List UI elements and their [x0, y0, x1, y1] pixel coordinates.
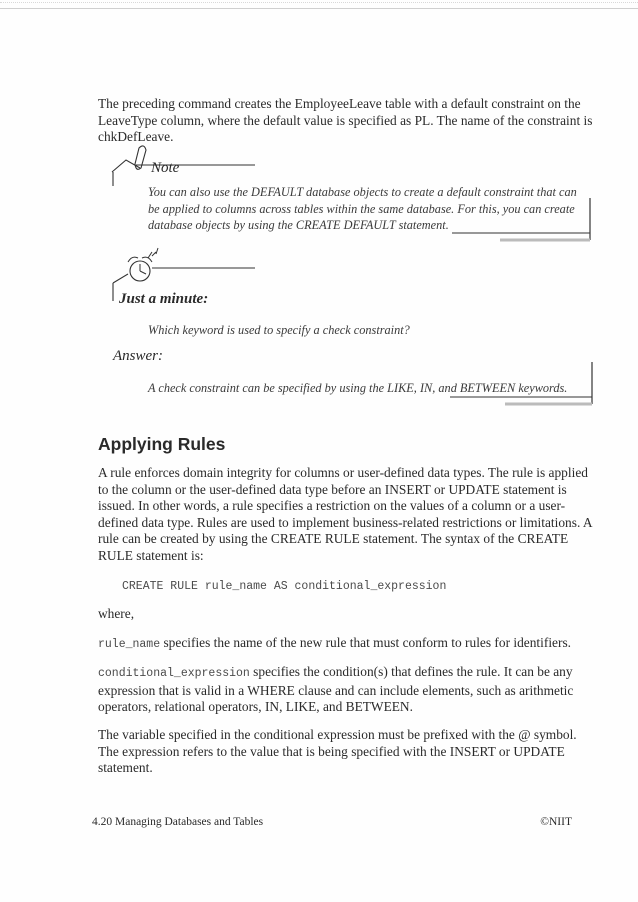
note-text: You can also use the DEFAULT database objects to create a default constraint that can be applied to columns across tables within the same database. For this, you can create database objects by using the CREATE DEFAULT statement. — [148, 185, 577, 232]
intro-paragraph: The preceding command creates the EmployeeLeave table with a default constraint on the LeaveType column, where the default value is specified as PL. The name of the constraint is chkDefLeave. — [98, 96, 593, 144]
code-conditional-expression: conditional_expression — [98, 667, 250, 680]
footer-page-title: 4.20 Managing Databases and Tables — [92, 816, 264, 828]
definition-conditional-expression — [98, 664, 598, 716]
definition-conditional-text: specifies the condition(s) that defines the rule. It can be any expression that is valid in a WHERE clause and can include elements, such as arithmetic operators, relational operators, IN, LIKE, and BETWEEN. — [98, 664, 574, 714]
code-rule-name: rule_name — [98, 638, 161, 651]
minute-question: Which keyword is used to specify a check constraint? — [148, 323, 410, 337]
definition-rule-name-text: specifies the name of the new rule that must conform to rules for identifiers. — [160, 635, 572, 650]
section-heading: Applying Rules — [98, 434, 226, 454]
rule-paragraph: A rule enforces domain integrity for columns or user-defined data types. The rule is applied to the column or the user-defined data type before an INSERT or UPDATE statement is issued. In other words, a rule specifies a restriction on the values of a column or a user-defined data type. Rules are used to implement business-related restrictions or limitations. A rule can be created by using the CREATE RULE statement. The syntax of the CREATE RULE statement is: — [98, 465, 592, 563]
pencil-icon — [112, 146, 146, 186]
syntax-code: CREATE RULE rule_name AS conditional_expression — [122, 580, 447, 593]
variable-paragraph: The variable specified in the conditional expression must be prefixed with the @ symbol. The expression refers to the value that is being specified with the INSERT or UPDATE statement. — [98, 727, 577, 775]
where-label: where, — [98, 606, 135, 621]
footer-copyright: ©NIIT — [540, 816, 572, 828]
note-title: Note — [151, 160, 180, 176]
just-a-minute-title: Just a minute: — [119, 291, 209, 307]
answer-label: Answer: — [113, 348, 163, 364]
answer-text: A check constraint can be specified by using the LIKE, IN, and BETWEEN keywords. — [148, 381, 568, 395]
definition-rule-name — [98, 635, 598, 654]
